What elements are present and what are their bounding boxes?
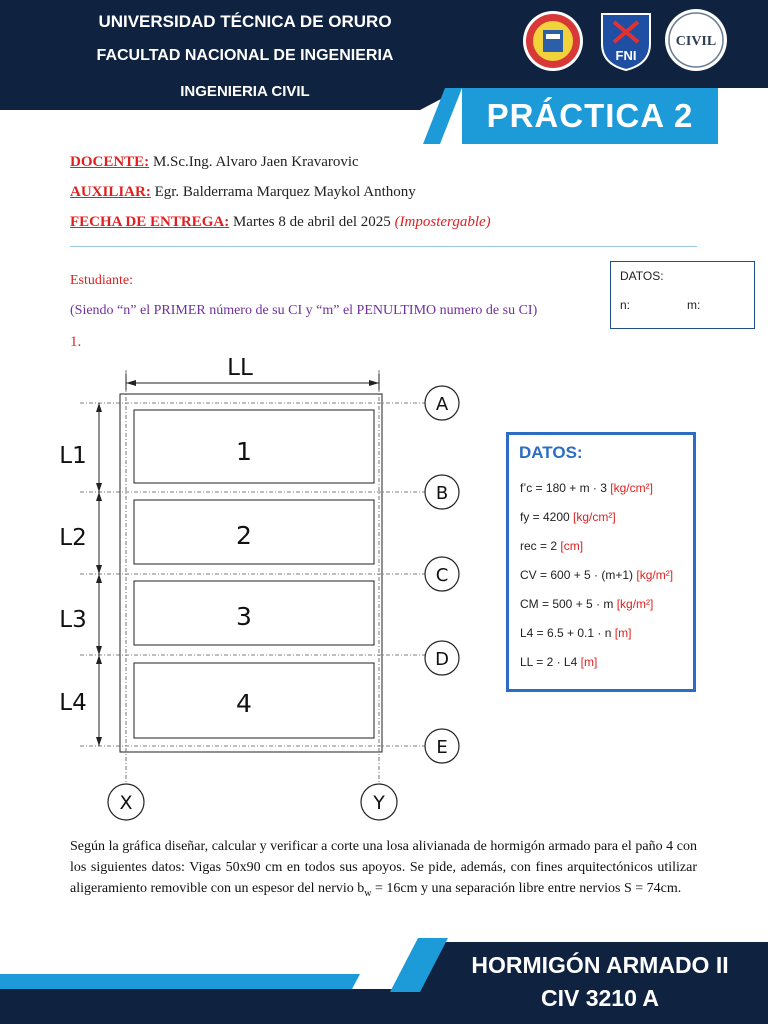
fecha-value: Martes 8 de abril del 2025 — [229, 214, 395, 230]
panel-4-outline — [134, 663, 374, 738]
docente-value: M.Sc.Ing. Alvaro Jaen Kravarovic — [149, 154, 359, 170]
axis-b-label: B — [435, 483, 449, 504]
auxiliar-value: Egr. Balderrama Marquez Maykol Anthony — [150, 184, 416, 200]
fni-logo-icon — [598, 10, 654, 72]
panel-number-3: 3 — [236, 602, 252, 631]
m-label: m: — [687, 298, 701, 312]
fecha-note: (Impostergable) — [394, 214, 491, 230]
data-line-fc: f’c = 180 + m · 3 [kg/cm²] — [520, 481, 653, 495]
ll-label: LL — [227, 355, 253, 381]
course-code: CIV 3210 A — [540, 985, 660, 1011]
docente-label: DOCENTE: — [70, 154, 150, 170]
career-name: INGENIERIA CIVIL — [180, 83, 310, 100]
estudiante-label: Estudiante: — [70, 273, 133, 288]
problem-statement: Según la gráfica diseñar, calcular y verificar a corte una losa alivianada de hormigón armado para el paño 4 con los siguientes datos: Vigas 50x90 cm en todos sus apoyos. Se pide, además, con fines arquitectónicos utilizar aligeramiento removible con un espesor del nervio $b_w = 16cm$ y una separación libre entre nervios S = 74cm. — [70, 839, 697, 899]
span-label-l4: L4 — [59, 690, 87, 716]
span-label-l2: L2 — [59, 525, 87, 551]
panel-2-outline — [134, 500, 374, 564]
auxiliar-row — [70, 184, 416, 201]
civil-logo-icon — [664, 8, 728, 72]
practice-title: PRÁCTICA 2 — [462, 88, 718, 144]
n-label: n: — [620, 298, 631, 312]
axis-a-label: A — [435, 394, 449, 415]
student-data-box — [610, 261, 755, 329]
civil-logo-text: CIVIL — [675, 34, 717, 49]
panel-number-1: 1 — [236, 437, 252, 466]
faculty-name: FACULTAD NACIONAL DE INGENIERIA — [96, 47, 394, 64]
slab-plan-diagram — [40, 350, 480, 830]
axis-d-label: D — [435, 649, 449, 670]
data-line-fy: fy = 4200 [kg/cm²] — [520, 510, 616, 524]
span-label-l3: L3 — [59, 607, 87, 633]
docente-row — [70, 154, 359, 171]
data-line-rec: rec = 2 [cm] — [520, 539, 584, 553]
design-data-panel — [506, 432, 696, 692]
span-label-l1: L1 — [59, 443, 87, 469]
panel-number-2: 2 — [236, 521, 252, 550]
panel-3-outline — [134, 581, 374, 645]
uto-logo-icon — [522, 10, 584, 72]
course-name: HORMIGÓN ARMADO II — [471, 952, 729, 978]
fecha-label: FECHA DE ENTREGA: — [70, 214, 230, 230]
data-line-cm: CM = 500 + 5 · m [kg/m²] — [520, 597, 654, 611]
auxiliar-label: AUXILIAR: — [70, 184, 151, 200]
axis-y-label: Y — [373, 792, 385, 814]
student-data-title: DATOS: — [620, 269, 664, 283]
data-line-l4: L4 = 6.5 + 0.1 · n [m] — [520, 626, 632, 640]
panel-number-4: 4 — [236, 689, 252, 718]
university-name: UNIVERSIDAD TÉCNICA DE ORURO — [98, 12, 392, 31]
fecha-row — [70, 214, 491, 231]
axis-x-label: X — [119, 792, 133, 814]
fni-logo-text: FNI — [615, 48, 637, 63]
data-line-ll: LL = 2 · L4 [m] — [520, 655, 598, 669]
siendo-note: (Siendo “n” el PRIMER número de su CI y “m” el PENULTIMO numero de su CI) — [70, 303, 538, 318]
axis-e-label: E — [436, 737, 448, 758]
axis-c-label: C — [435, 565, 449, 586]
problem-number: 1. — [70, 334, 82, 350]
divider — [70, 246, 697, 247]
design-data-title: DATOS: — [519, 443, 583, 462]
data-line-cv: CV = 600 + 5 · (m+1) [kg/m²] — [520, 568, 674, 582]
panel-1-outline — [134, 410, 374, 483]
